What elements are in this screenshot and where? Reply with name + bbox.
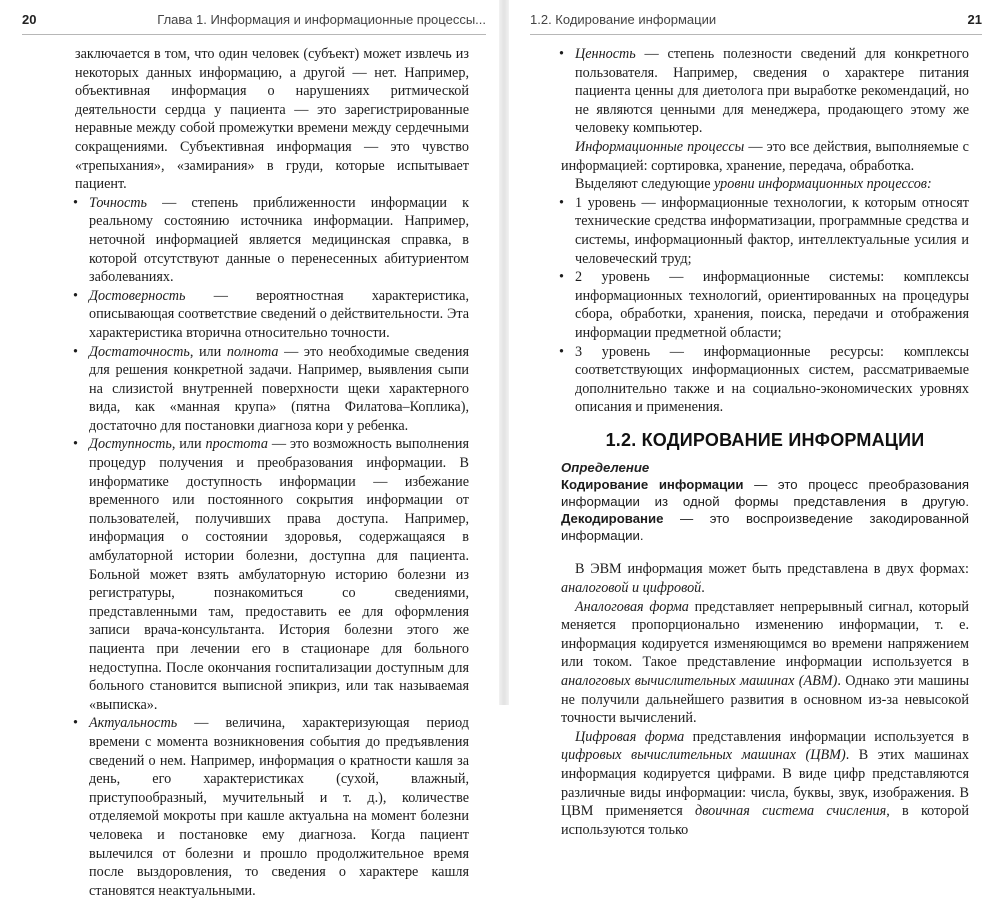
left-page: [0, 0, 498, 899]
list-item-level-1: • 1 уровень — информационные технологии, к которым относят технические средства информатизации, программные средства и системы, информационный фактор, интеллектуальные усилия и человеческий труд;: [559, 194, 969, 267]
term: Точность: [89, 194, 148, 211]
book-spine: [499, 0, 509, 705]
continuation-paragraph: заключается в том, что один человек (субъект) может извлечь из некоторых данных информацию, а другой — нет. Например, объективная информация о нарушениях ритмической деятельности сердца у пациента — это зарегистрированные неравные между собой промежутки времени между сердечными сокращениями. Субъективная информация — это чувство «трепыхания», «замирания» в груди, которые испытывает пациент.: [75, 46, 469, 193]
term: двоичная система счисления: [695, 803, 887, 820]
term: Доступность: [89, 436, 172, 453]
list-item-relevance: • Актуальность — величина, характеризующая период времени с момента возникновения события до предъявления сведений о нем. Например, информация о кратности кашля за день, его характеристиках (сухой, влажный, приступообразный, мучительный и т. д.), количестве отделяемой мокроты при кашле актуальна на момент болезни человека и постановке ему диагноза. Когда пациент вылечился от болезни и прошло продолжительное время после выздоровления, то сведения о характере кашля становятся неактуальными.: [73, 715, 469, 899]
term: Ценность: [575, 46, 636, 62]
list-item-level-3: • 3 уровень — информационные ресурсы: комплексы соответствующих информационных систем, рассматриваемые дополнительно также и на социально-экономических уровнях описания и применения.: [559, 343, 969, 416]
bullet-icon: •: [73, 287, 78, 304]
right-running-title: 1.2. Кодирование информации: [530, 12, 717, 27]
bullet-icon: •: [73, 715, 78, 732]
bullet-icon: •: [559, 269, 564, 286]
term-alt: полнота: [226, 343, 279, 360]
forms-paragraph: В ЭВМ информация может быть представлена в двух формах: аналоговой и цифровой.: [561, 561, 969, 597]
term: цифровых вычислительных машинах (ЦВМ): [561, 747, 846, 764]
list-item-accessibility: • Доступность, или простота — это возможность выполнения процедур получения и преобразования информации. В информатике доступность информации — избежание временного или постоянного сокрытия информации от пользователей, получивших права доступа. Например, информация о состоянии здоровья, содержащаяся в амбулаторной истории болезни, доступна для пациента. Больной может взять амбулаторную историю болезни из регистратуры, познакомиться со сведениями, представленными там, предоставить ее для оформления записи врача-консультанта. История болезни этого же пациента при лечении его в стационаре для больного недоступна. После окончания госпитализации доступным для больного становится выписной эпикриз, или так называемая «выписка».: [73, 436, 469, 713]
defined-term: Декодирование: [561, 511, 664, 527]
term: Аналоговая форма: [575, 598, 689, 615]
definition-label: Определение: [561, 460, 650, 476]
term: Актуальность: [89, 715, 178, 732]
left-page-header: [22, 10, 486, 35]
right-page-body: [561, 45, 969, 839]
bullet-icon: •: [73, 343, 78, 360]
term: уровни информационных процессов:: [714, 176, 932, 193]
list-item-sufficiency: • Достаточность, или полнота — это необходимые сведения для решения конкретной задачи. Например, выявления сыпи на слизистой внутренней поверхности щеки характерного вида, как «манная крупа» (пятна Филатова–Коплика), достаточно для постановки диагноза кори у ребенка.: [73, 343, 469, 434]
term: Цифровая форма: [575, 728, 685, 745]
term: Информационные процессы: [575, 138, 745, 155]
list-item-level-2: • 2 уровень — информационные системы: комплексы информационных технологий, ориентированных на процедуры сбора, обработки, хранения, поиска, передачи и отображения информации предметной области;: [559, 269, 969, 341]
processes-paragraph: Информационные процессы — это все действия, выполняемые с информацией: сортировка, хранение, передача, обработка.: [561, 138, 969, 174]
term: аналоговых вычислительных машинах (АВМ): [561, 673, 838, 690]
digital-paragraph: Цифровая форма представления информации используется в цифровых вычислительных машинах (ЦВМ). В этих машинах информация кодируется цифрами. В виде цифр представляются различные виды информации: числа, буквы, звук, изображения. В ЦВМ применяется двоичная система счисления, в которой используются только: [561, 728, 969, 838]
analog-paragraph: Аналоговая форма представляет непрерывный сигнал, который меняется пропорционально изменению информации, т. е. информация кодируется изменяющимся во времени напряжением или током. Такое представление информации используется в аналоговых вычислительных машинах (АВМ). Однако эти машины не получили дальнейшего развития в основном из-за невысокой точности вычислений.: [561, 598, 970, 727]
bullet-icon: •: [73, 194, 78, 211]
term-alt: простота: [205, 436, 268, 453]
term: аналоговой и цифровой: [561, 580, 702, 597]
left-running-title: Глава 1. Информация и информационные процессы...: [157, 12, 486, 27]
bullet-icon: •: [559, 46, 564, 62]
list-item-accuracy: • Точность — степень приближенности информации к реальному состоянию источника информации. Например, неточной информацией является медицинская справка, в которой отсутствуют данные о перенесенных абитуриентом заболеваниях.: [73, 194, 469, 286]
bullet-icon: •: [559, 343, 564, 360]
levels-intro: Выделяют следующие уровни информационных процессов:: [575, 176, 932, 193]
right-page-header: [530, 10, 982, 35]
section-heading: 1.2. КОДИРОВАНИЕ ИНФОРМАЦИИ: [605, 429, 925, 450]
right-page-number: 21: [967, 12, 982, 27]
bullet-icon: •: [73, 436, 78, 453]
definition-box: Определение Кодирование информации — это процесс преобразования информации из одной формы представления в другую. Декодирование — это воспроизведение закодированной информации.: [561, 460, 969, 544]
term: Достаточность: [89, 343, 190, 360]
left-page-body: [75, 45, 469, 900]
defined-term: Кодирование информации: [561, 477, 744, 493]
right-page: [510, 0, 1000, 838]
bullet-icon: •: [559, 194, 564, 211]
left-page-number: 20: [22, 12, 37, 27]
list-item-value: • Ценность — степень полезности сведений для конкретного пользователя. Например, сведения о характере питания пациента ценны для диетолога при выработке рекомендаций, но не являются ценными для менеджера, продающего этому же человеку компьютер.: [559, 46, 969, 137]
list-item-reliability: • Достоверность — вероятностная характеристика, описывающая соответствие сведений о действительности. Эта характеристика вторична относительно точности.: [73, 287, 469, 341]
term: Достоверность: [89, 287, 186, 304]
